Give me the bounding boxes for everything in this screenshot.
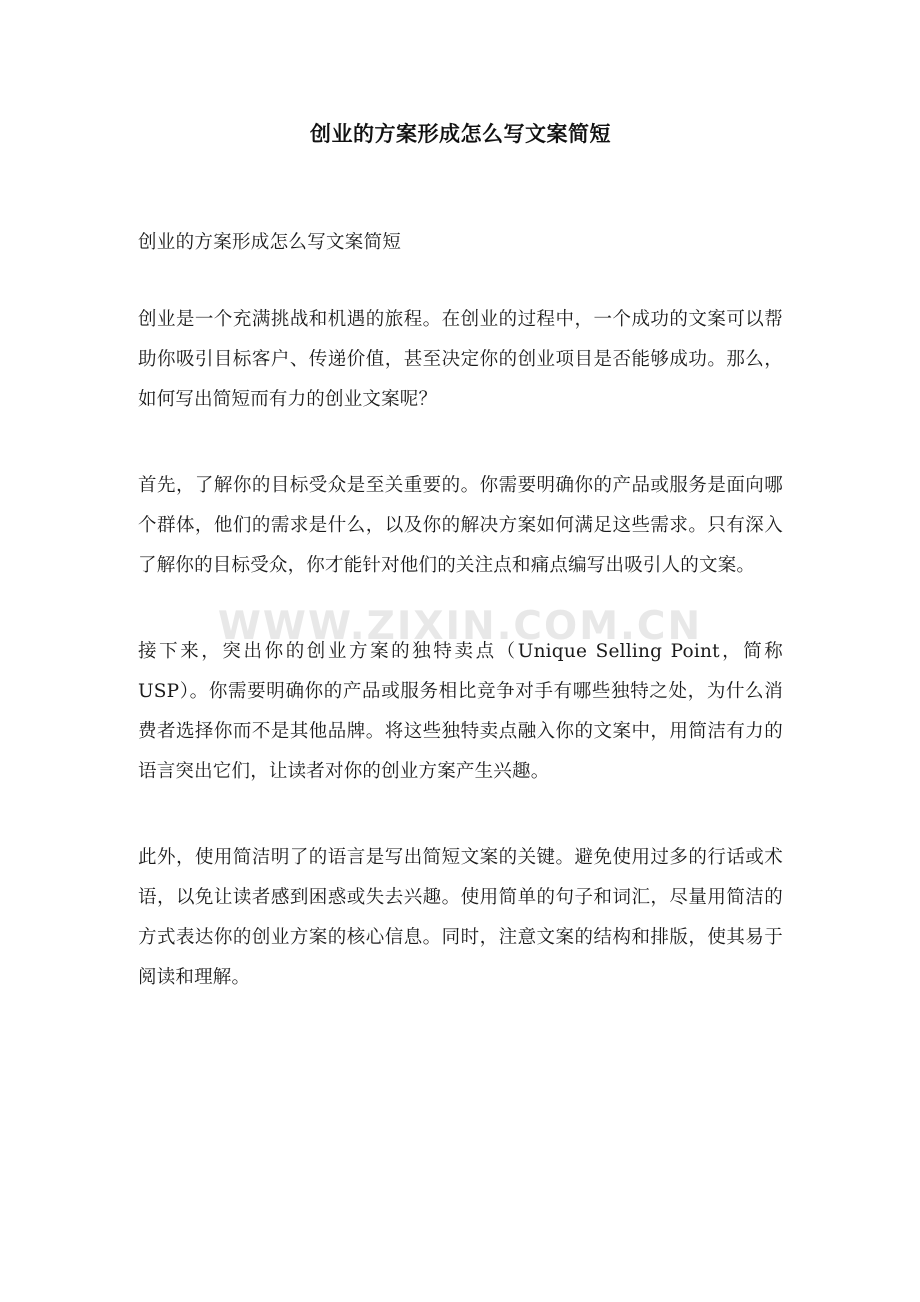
document-body <box>138 0 783 998</box>
document-subtitle: 创业的方案形成怎么写文案简短 <box>138 232 402 253</box>
paragraph-1: 创业是一个充满挑战和机遇的旅程。在创业的过程中，一个成功的文案可以帮助你吸引目标客户、传递价值，甚至决定你的创业项目是否能够成功。那么，如何写出简短而有力的创业文案呢？ <box>138 309 783 410</box>
paragraph-4: 此外，使用简洁明了的语言是写出简短文案的关键。避免使用过多的行话或术语，以免让读者感到困惑或失去兴趣。使用简单的句子和词汇，尽量用简洁的方式表达你的创业方案的核心信息。同时，注意文案的结构和排版，使其易于阅读和理解。 <box>138 847 783 988</box>
paragraph-3: 接下来，突出你的创业方案的独特卖点（Unique Selling Point，简称USP）。你需要明确你的产品或服务相比竞争对手有哪些独特之处，为什么消费者选择你而不是其他品牌。将这些独特卖点融入你的文案中，用简洁有力的语言突出它们，让读者对你的创业方案产生兴趣。 <box>138 641 783 782</box>
page-title: 创业的方案形成怎么写文案简短 <box>310 122 611 146</box>
watermark-text: WWW.ZIXIN.COM.CN <box>217 604 703 649</box>
paragraph-2: 首先，了解你的目标受众是至关重要的。你需要明确你的产品或服务是面向哪个群体，他们的需求是什么，以及你的解决方案如何满足这些需求。只有深入了解你的目标受众，你才能针对他们的关注点和痛点编写出吸引人的文案。 <box>138 475 783 576</box>
